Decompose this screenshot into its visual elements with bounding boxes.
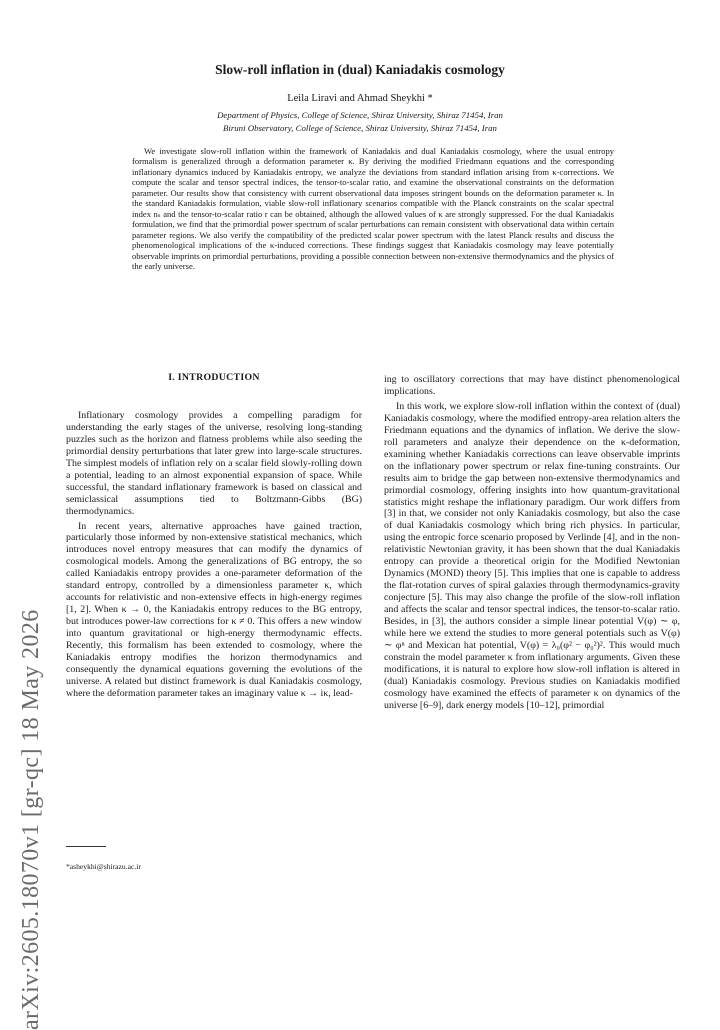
body-paragraph: In recent years, alternative approaches have gained traction, particularly those informed by non-extensive statistical mechanics, which introduces novel entropy measures that can modify the dynamics of cosmological models. Among the generalizations of BG entropy, the so called Kaniadakis entropy provides a one-parameter deformation of the standard entropy, controlled by a dimensionless parameter κ, which accounts for relativistic and non-extensive effects in high-energy regimes [1, 2]. When κ → 0, the Kaniadakis entropy reduces to the BG entropy, but introduces power-law corrections for κ ≠ 0. This offers a new window into quantum gravitational or high-energy thermodynamic effects. Recently, this formalism has been extended to cosmology, where the Kaniadakis entropy modifies the horizon thermodynamics and consequently the dynamical equations governing the evolutions of the universe. A related but distinct framework is dual Kaniadakis cosmology, where the deformation parameter takes an imaginary value κ → iκ, lead- xyxy=(66,520,362,699)
body-paragraph: ing to oscillatory corrections that may have distinct phenomenological implications. xyxy=(384,374,680,397)
footnote-rule xyxy=(66,846,106,847)
body-paragraph: Inflationary cosmology provides a compelling paradigm for understanding the early stages of the universe, resolving long-standing puzzles such as the horizon and flatness problems while also seeding the primordial density perturbations that later grew into large-scale structures. The simplest models of inflation rely on a scalar field slowly-rolling down a potential, leading to an almost exponential expansion of space. While successful, the standard inflationary framework is based on classical and semiclassical assumptions tied to Boltzmann-Gibbs (BG) thermodynamics. xyxy=(66,409,362,517)
body-paragraph: In this work, we explore slow-roll inflation within the context of (dual) Kaniadakis cosmology, where the modified entropy-area relation alters the Friedmann equations and the dynamics of inflation. We derive the slow-roll parameters and analyze their dependence on the κ-deformation, examining whether Kaniadakis corrections can leave observable imprints on the inflationary power spectrum or relax fine-tuning constraints. Our results aim to bridge the gap between non-extensive thermodynamics and primordial cosmology, offering insights into how quantum-gravitational statistics might reshape the inflationary paradigm. Our work differs from [3] in that, we consider not only Kaniadakis cosmology, but also the case of dual Kaniadakis cosmology which bring rich physics. In particular, using the entropic force scenario proposed by Verlinde [4], and in the non-relativistic Newtonian gravity, it has been shown that the dual Kaniadakis entropy can provide a theoretical origin for the Modified Newtonian Dynamics (MOND) theory [5]. This implies that one is capable to address the flat-rotation curves of spiral galaxies through thermodynamics-gravity conjecture [5]. This may also change the profile of the slow-roll inflation and affects the scalar and tensor spectral indices, the tensor-to-scalar ratio. Besides, in [3], the authors consider a simple linear potential V(φ) ∼ φ, while here we extend the studies to more general potentials such as V(φ) ∼ φⁿ and Mexican hat potential, V(φ) = λ₀(φ² − φ₀²)². This would much constrain the model parameter κ from inflationary arguments. Given these modifications, it is natural to explore how slow-roll inflation is altered in (dual) Kaniadakis cosmology. Previous studies on Kaniadakis modified cosmology have examined the effects of parameter κ on dynamics of the universe [6–9], dark energy models [10–12], primordial xyxy=(384,400,680,711)
footnote: *asheykhi@shirazu.ac.ir xyxy=(66,862,141,871)
abstract xyxy=(132,146,614,271)
arxiv-identifier: arXiv:2605.18070v1 [gr-qc] 18 May 2026 xyxy=(18,609,44,1030)
paper-title: Slow-roll inflation in (dual) Kaniadakis cosmology xyxy=(215,62,505,77)
abstract-text: We investigate slow-roll inflation within the framework of Kaniadakis and dual Kaniadakis cosmology, where the usual entropy formalism is generalized through a deformation parameter κ. By deriving the modified Friedmann equations and the corresponding inflationary dynamics induced by Kaniadakis entropy, we analyze the deviations from standard inflation arising from κ-corrections. We compute the scalar and tensor spectral indices, the tensor-to-scalar ratio, and examine the observational constraints on the deformation parameter. Our results show that consistency with current observational data imposes stringent bounds on the deformation parameter κ. In the standard Kaniadakis formulation, viable slow-roll inflationary scenarios compatible with the Planck constraints on the scalar spectral index nₛ and the tensor-to-scalar ratio r can be obtained, although the allowed values of κ are strongly suppressed. For the dual Kaniadakis formulation, we find that the primordial power spectrum of scalar perturbations can remain consistent with observational data within certain parameter regions. We also verify the compatibility of the predicted scalar power spectrum with the latest Planck results and discuss the phenomenological implications of the κ-induced corrections. These findings suggest that Kaniadakis cosmology may leave potentially observable imprints on primordial perturbations, providing a possible connection between non-extensive thermodynamics and the physics of the early universe. xyxy=(132,146,614,271)
affiliation-2: Biruni Observatory, College of Science, Shiraz University, Shiraz 71454, Iran xyxy=(223,123,497,133)
left-column xyxy=(66,372,362,703)
section-heading: I. INTRODUCTION xyxy=(168,372,260,383)
author-list: Leila Liravi and Ahmad Sheykhi * xyxy=(287,93,433,104)
affiliation-1: Department of Physics, College of Science, Shiraz University, Shiraz 71454, Iran xyxy=(217,110,503,120)
right-column xyxy=(384,374,680,715)
